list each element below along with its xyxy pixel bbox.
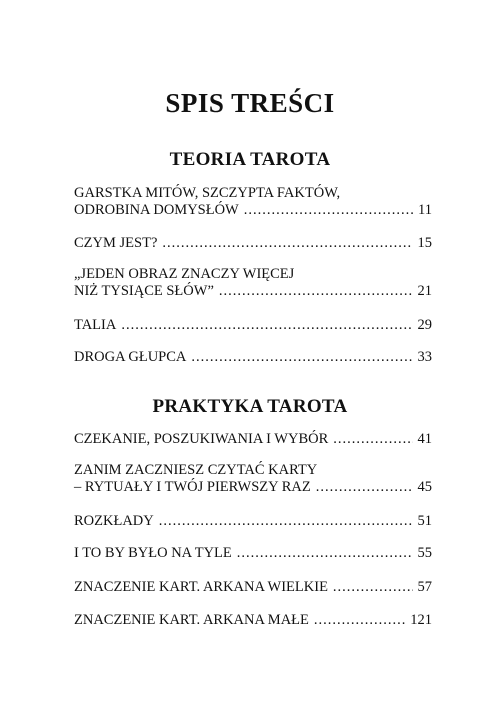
toc-entry-title-line: CZYM JEST?: [74, 235, 158, 251]
toc-entry-title-line: ZNACZENIE KART. ARKANA MAŁE: [74, 612, 309, 628]
toc-entry-title-line: ROZKŁADY: [74, 513, 154, 529]
toc-entry[interactable]: [74, 462, 432, 496]
toc-page-number: 55: [417, 545, 432, 561]
toc-entry[interactable]: [74, 612, 432, 629]
dot-leader: [159, 513, 413, 530]
page-title: SPIS TREŚCI: [165, 88, 335, 118]
dot-leader: [191, 349, 412, 366]
toc-entry-title-line: I TO BY BYŁO NA TYLE: [74, 545, 232, 561]
toc-entry-title-line: DROGA GŁUPCA: [74, 349, 187, 365]
toc-page-number: 29: [417, 317, 432, 333]
toc-entry[interactable]: [74, 545, 432, 562]
toc-page-number: 41: [417, 431, 432, 447]
toc-page-number: 15: [417, 235, 432, 251]
toc-entry-title-line: ODROBINA DOMYSŁÓW: [74, 202, 239, 218]
toc-entry[interactable]: [74, 317, 432, 334]
toc-entry[interactable]: [74, 349, 432, 366]
section-heading-praktyka: PRAKTYKA TAROTA: [152, 396, 348, 417]
toc-entry[interactable]: [74, 513, 432, 530]
toc-entry-title-line: ZANIM ZACZNIESZ CZYTAĆ KARTY: [74, 462, 318, 478]
toc-entry[interactable]: [74, 185, 432, 219]
dot-leader: [121, 317, 412, 334]
toc-entry[interactable]: [74, 431, 432, 448]
dot-leader: [333, 579, 413, 596]
toc-entry[interactable]: [74, 266, 432, 300]
dot-leader: [314, 612, 405, 629]
toc-page-number: 33: [417, 349, 432, 365]
toc-page-number: 51: [417, 513, 432, 529]
toc-page-number: 11: [418, 202, 432, 218]
toc-page-number: 21: [417, 283, 432, 299]
section-heading-teoria: TEORIA TAROTA: [169, 149, 331, 170]
toc-entry-title-line: „JEDEN OBRAZ ZNACZY WIĘCEJ: [74, 266, 295, 282]
toc-page-number: 45: [417, 479, 432, 495]
toc-page-number: 121: [410, 612, 432, 628]
toc-entry-title-line: – RYTUAŁY I TWÓJ PIERWSZY RAZ: [74, 479, 311, 495]
dot-leader: [162, 235, 412, 252]
toc-entry[interactable]: [74, 579, 432, 596]
dot-leader: [237, 545, 413, 562]
dot-leader: [244, 202, 413, 219]
dot-leader: [333, 431, 412, 448]
toc-entry-title-line: TALIA: [74, 317, 117, 333]
toc-entry-title-line: ZNACZENIE KART. ARKANA WIELKIE: [74, 579, 328, 595]
toc-entry-title-line: GARSTKA MITÓW, SZCZYPTA FAKTÓW,: [74, 185, 341, 201]
dot-leader: [219, 283, 413, 300]
toc-entry-title-line: NIŻ TYSIĄCE SŁÓW”: [74, 283, 214, 299]
dot-leader: [316, 479, 413, 496]
toc-page-number: 57: [417, 579, 432, 595]
toc-entry-title-line: CZEKANIE, POSZUKIWANIA I WYBÓR: [74, 431, 329, 447]
toc-entry[interactable]: [74, 235, 432, 252]
